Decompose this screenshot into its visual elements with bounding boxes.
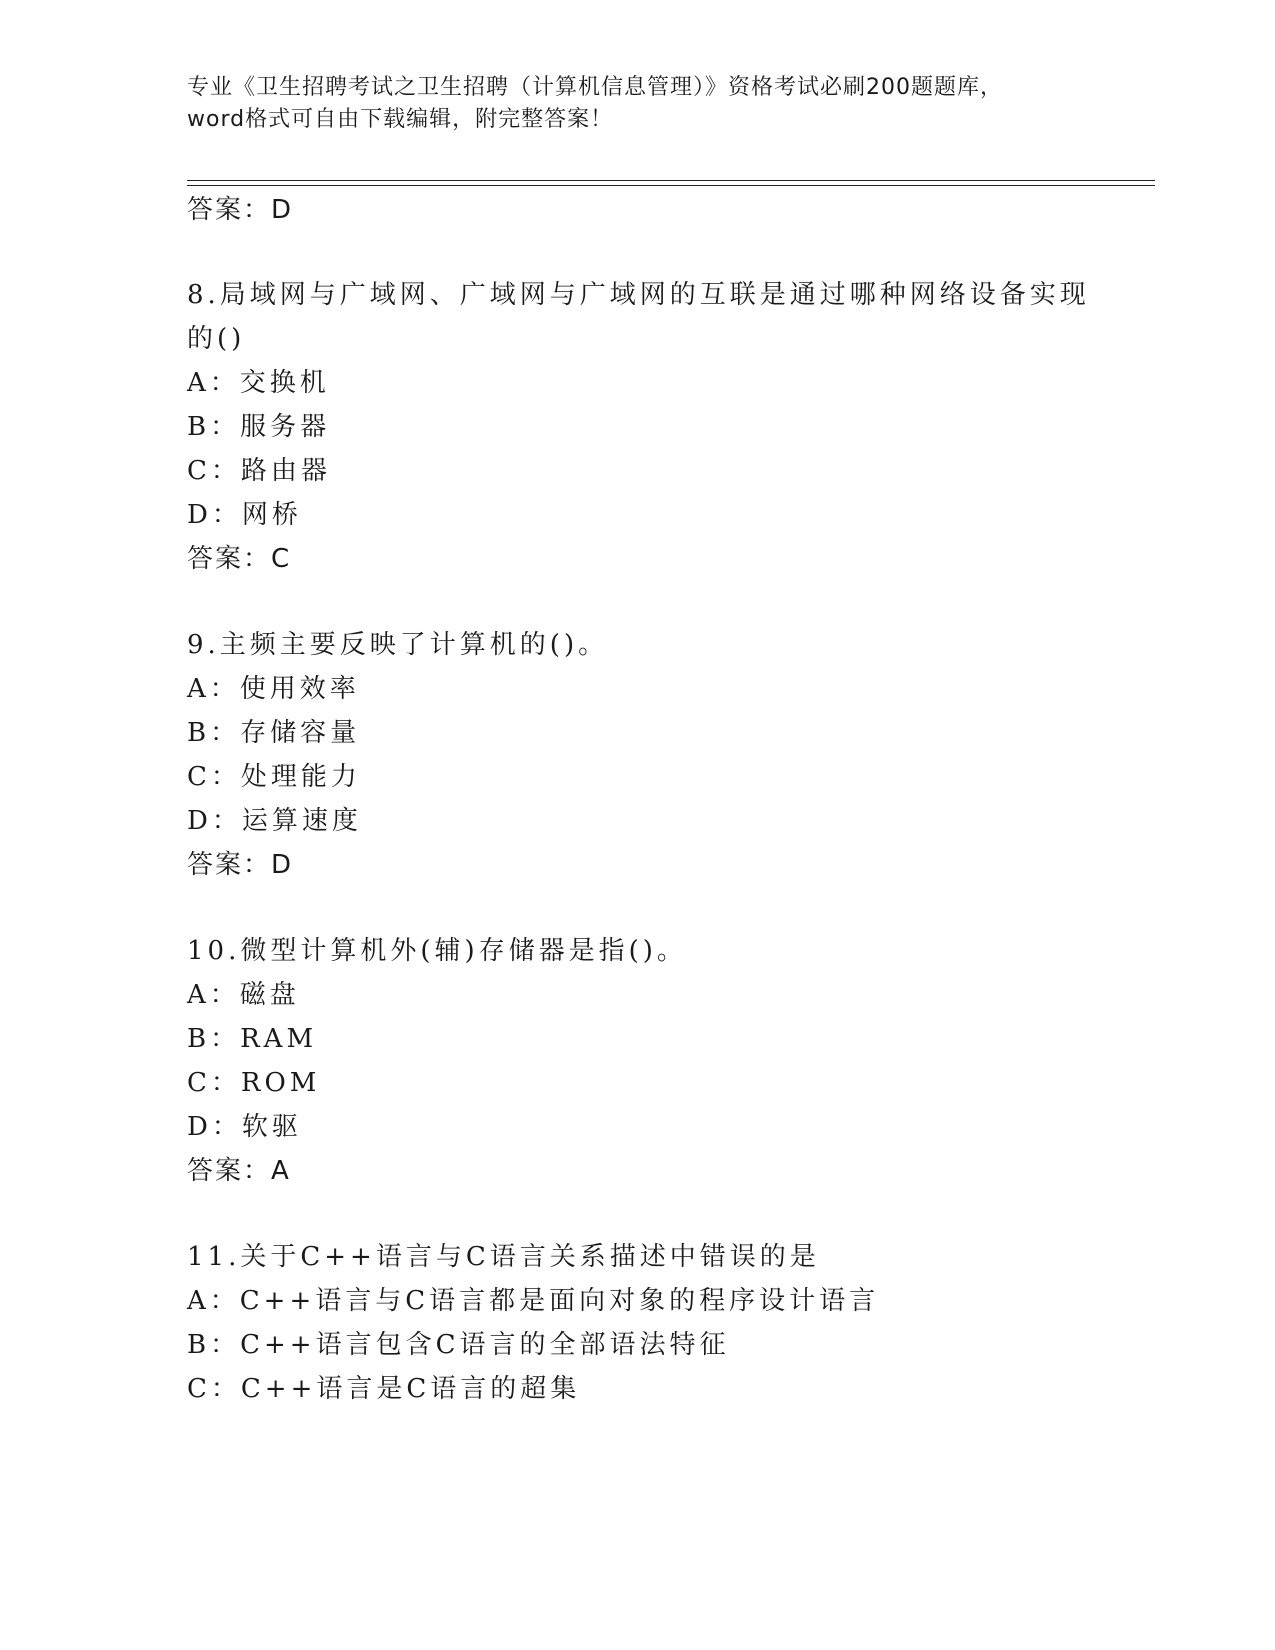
- q11-option-c: C：C++语言是C语言的超集: [187, 1374, 581, 1404]
- q10-option-d: D：软驱: [187, 1112, 302, 1142]
- q9-option-b: B：存储容量: [187, 718, 361, 748]
- q9-stem: 9.主频主要反映了计算机的()。: [187, 630, 609, 660]
- q9-option-a: A：使用效率: [187, 674, 360, 704]
- q10-option-a: A：磁盘: [187, 980, 300, 1010]
- q8-stem-line-1: 8.局域网与广域网、广域网与广域网的互联是通过哪种网络设备实现: [187, 280, 1090, 310]
- q10-answer: 答案：A: [187, 1156, 291, 1186]
- q10-option-c: C：ROM: [187, 1068, 321, 1098]
- header-line-2: word格式可自由下载编辑，附完整答案！: [187, 107, 614, 132]
- q8-option-b: B：服务器: [187, 412, 331, 442]
- q8-option-d: D：网桥: [187, 500, 302, 530]
- q8-answer: 答案：C: [187, 544, 292, 574]
- q11-option-b: B：C++语言包含C语言的全部语法特征: [187, 1330, 730, 1360]
- q11-option-a: A：C++语言与C语言都是面向对象的程序设计语言: [187, 1286, 880, 1316]
- document-header: [187, 72, 1087, 136]
- q8-option-a: A：交换机: [187, 368, 330, 398]
- q8-stem-line-2: 的(): [187, 324, 246, 354]
- q9-option-d: D：运算速度: [187, 806, 362, 836]
- q11-stem: 11.关于C++语言与C语言关系描述中错误的是: [187, 1242, 820, 1272]
- header-line-1: 专业《卫生招聘考试之卫生招聘（计算机信息管理）》资格考试必刷200题题库，: [187, 75, 1003, 100]
- q10-stem: 10.微型计算机外(辅)存储器是指()。: [187, 936, 687, 966]
- previous-answer: 答案：D: [187, 195, 294, 225]
- q9-answer: 答案：D: [187, 850, 294, 880]
- q10-option-b: B：RAM: [187, 1024, 318, 1054]
- header-divider-bottom: [187, 185, 1155, 186]
- header-divider-top: [187, 180, 1155, 181]
- q9-option-c: C：处理能力: [187, 762, 361, 792]
- q8-option-c: C：路由器: [187, 456, 331, 486]
